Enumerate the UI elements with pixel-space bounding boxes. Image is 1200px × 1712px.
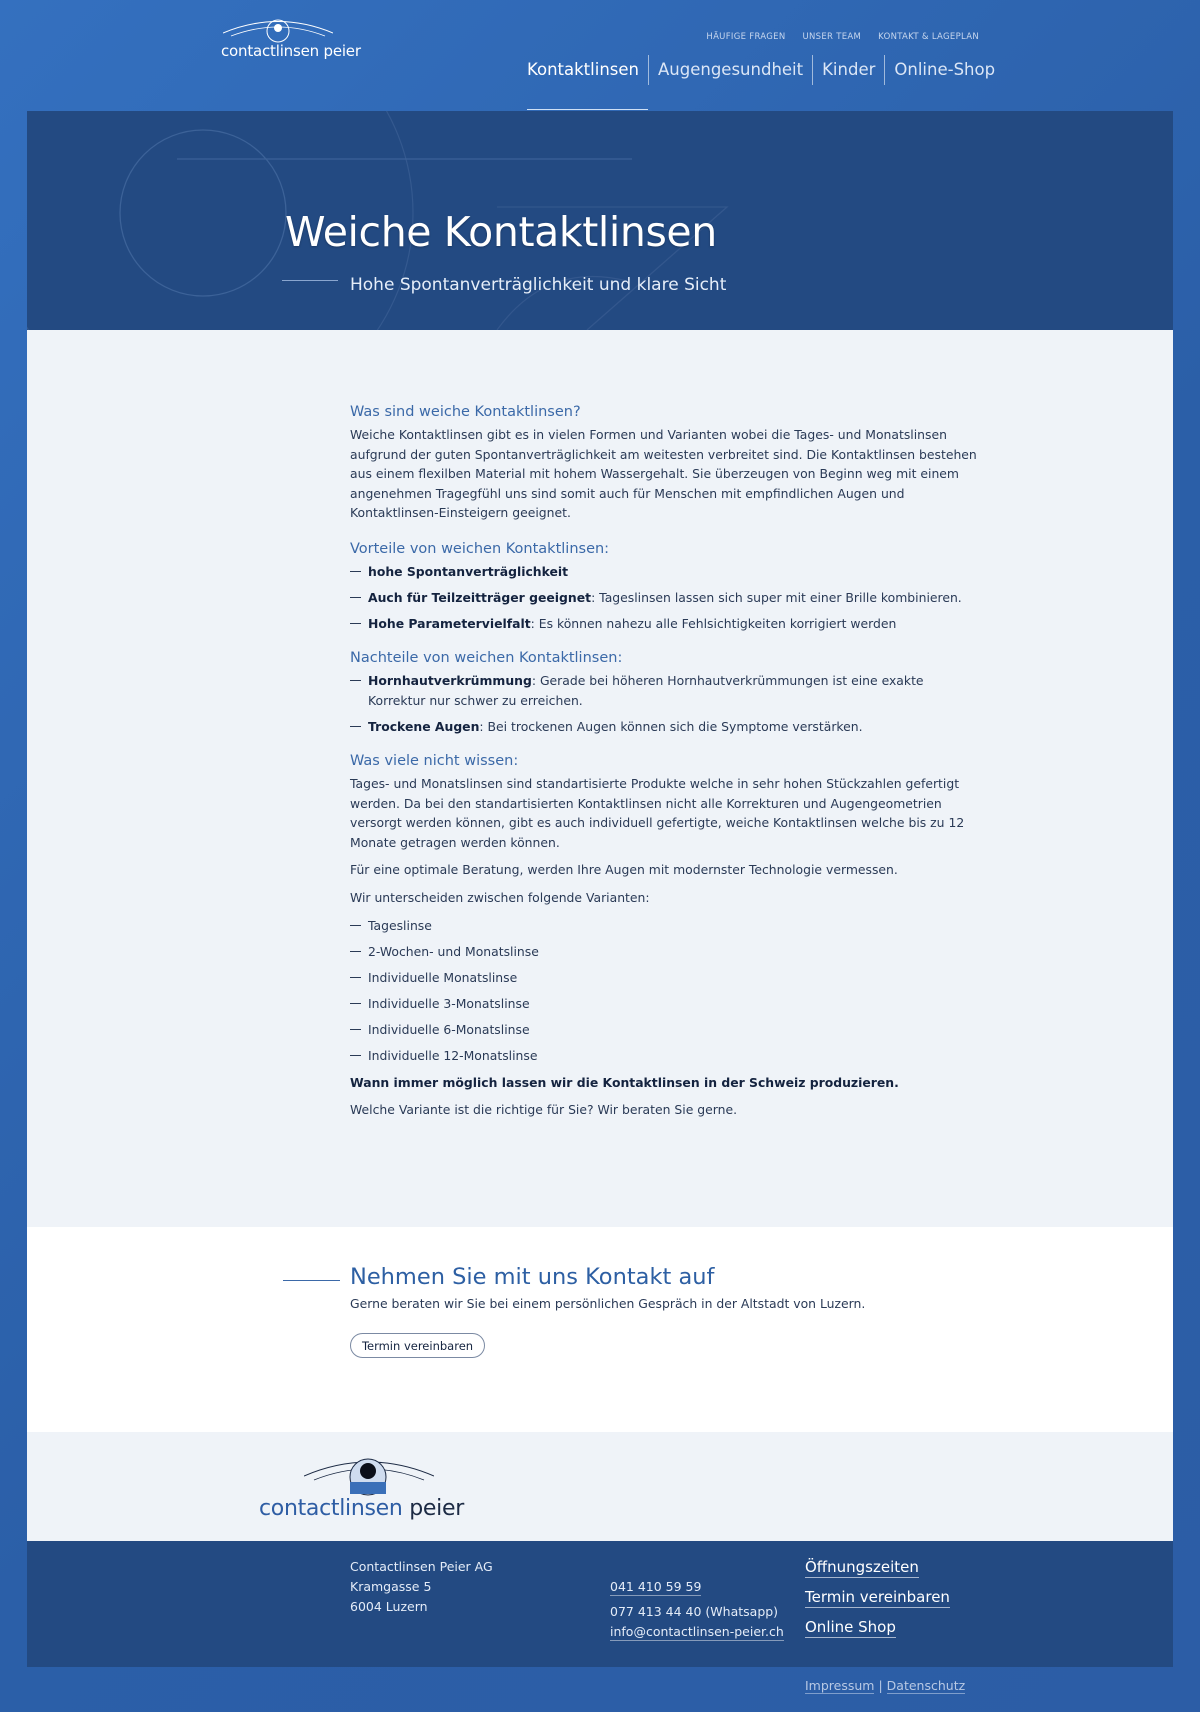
list-item: Trockene Augen: Bei trockenen Augen können sich die Symptome verstärken.	[350, 717, 980, 737]
legal-separator: |	[878, 1678, 883, 1693]
company-name: Contactlinsen Peier AG	[350, 1559, 493, 1574]
nav-kontaktlinsen[interactable]: Kontaktlinsen	[527, 55, 648, 85]
contact-section	[27, 1227, 1173, 1432]
advantages-list	[350, 562, 980, 634]
topnav-faq[interactable]: HÄUFIGE FRAGEN	[706, 32, 786, 42]
appointment-link[interactable]: Termin vereinbaren	[805, 1588, 950, 1606]
header-logo[interactable]	[221, 18, 361, 64]
subtitle-divider	[282, 280, 338, 281]
page-title: Weiche Kontaktlinsen	[285, 208, 717, 256]
list-item: 2-Wochen- und Monatslinse	[350, 942, 980, 962]
facts-text: Wir unterscheiden zwischen folgende Varianten:	[350, 889, 650, 905]
section-text: Weiche Kontaktlinsen gibt es in vielen Formen und Varianten wobei die Tages- und Monatslinsen aufgrund der guten Spontanverträglichkeit am weitesten verbreitet sind. Die Kontaktlinsen bestehen aus einem flexilben Material mit hohem Wassergehalt. Sie überzeugen von Beginn weg mit einem angenehmen Tragegfühl uns sind somit auch für Menschen mit empfindlichen Augen und Kontaktlinsen-Einsteigern geeignet.	[350, 427, 977, 520]
footer	[27, 1541, 1173, 1667]
list-item: Individuelle 3-Monatslinse	[350, 994, 980, 1014]
list-item: hohe Spontanverträglichkeit	[350, 562, 980, 582]
legal-links	[805, 1678, 965, 1693]
logo-text: contactlinsen peier	[221, 42, 361, 60]
topnav-team[interactable]: UNSER TEAM	[802, 32, 862, 42]
variants-list	[350, 916, 980, 1066]
main-nav	[527, 55, 1004, 85]
contact-text: Gerne beraten wir Sie bei einem persönlichen Gespräch in der Altstadt von Luzern.	[350, 1296, 866, 1311]
hero-banner	[27, 111, 1173, 330]
footer-logo-text: contactlinsen	[259, 1496, 403, 1521]
footer-address	[350, 1557, 493, 1617]
eye-logo-icon	[304, 1456, 434, 1498]
city: 6004 Luzern	[350, 1599, 428, 1614]
topnav-contact[interactable]: KONTAKT & LAGEPLAN	[878, 32, 979, 42]
article-content	[350, 402, 980, 1128]
disadvantages-heading: Nachteile von weichen Kontaktlinsen:	[350, 650, 623, 666]
top-utility-nav	[706, 32, 979, 42]
facts-heading: Was viele nicht wissen:	[350, 753, 519, 769]
list-item: Individuelle Monatslinse	[350, 968, 980, 988]
contact-divider	[283, 1280, 340, 1281]
list-item: Hohe Parametervielfalt: Es können nahezu alle Fehlsichtigkeiten korrigiert werden	[350, 614, 980, 634]
footer-contact-info	[610, 1577, 784, 1642]
disadvantages-list	[350, 671, 980, 736]
closing-text: Welche Variante ist die richtige für Sie? Wir beraten Sie gerne.	[350, 1102, 738, 1117]
contact-block	[350, 1264, 865, 1311]
footer-links	[805, 1557, 950, 1647]
book-appointment-button[interactable]: Termin vereinbaren	[350, 1333, 485, 1358]
footer-logo-band	[27, 1432, 1173, 1541]
nav-augengesundheit[interactable]: Augengesundheit	[648, 55, 812, 85]
whatsapp-link[interactable]: 077 413 44 40 (Whatsapp)	[610, 1604, 779, 1619]
list-item: Auch für Teilzeitträger geeignet: Tageslinsen lassen sich super mit einer Brille kombinieren.	[350, 588, 980, 608]
contact-heading: Nehmen Sie mit uns Kontakt auf	[350, 1264, 715, 1290]
street: Kramgasse 5	[350, 1579, 432, 1594]
page-subtitle: Hohe Spontanverträglichkeit und klare Sicht	[350, 275, 727, 295]
footer-logo[interactable]	[259, 1456, 464, 1524]
opening-hours-link[interactable]: Öffnungszeiten	[805, 1558, 919, 1576]
footer-logo-subtext: peier	[402, 1496, 464, 1521]
list-item: Individuelle 12-Monatslinse	[350, 1046, 980, 1066]
email-link[interactable]: info@contactlinsen-peier.ch	[610, 1624, 784, 1639]
list-item: Tageslinse	[350, 916, 980, 936]
privacy-link[interactable]: Datenschutz	[886, 1678, 966, 1693]
list-item: Individuelle 6-Monatslinse	[350, 1020, 980, 1040]
section-heading: Was sind weiche Kontaktlinsen?	[350, 404, 581, 420]
nav-kinder[interactable]: Kinder	[812, 55, 884, 85]
facts-text: Tages- und Monatslinsen sind standartisierte Produkte welche in sehr hohen Stückzahlen gefertigt werden. Da bei den standartisierten Kontaktlinsen nicht alle Korrekturen und Augengeometrien versorgt werden können, gibt es auch individuell gefertigte, weiche Kontaktlinsen welche bis zu 12 Monate getragen werden können.	[350, 776, 965, 850]
online-shop-link[interactable]: Online Shop	[805, 1618, 896, 1636]
phone-link[interactable]: 041 410 59 59	[610, 1579, 702, 1594]
list-item: Hornhautverkrümmung: Gerade bei höheren Hornhautverkrümmungen ist eine exakte Korrektur nur schwer zu erreichen.	[350, 671, 980, 710]
advantages-heading: Vorteile von weichen Kontaktlinsen:	[350, 540, 610, 557]
impressum-link[interactable]: Impressum	[805, 1678, 875, 1693]
facts-text: Für eine optimale Beratung, werden Ihre Augen mit modernster Technologie vermessen.	[350, 862, 898, 877]
highlight-text: Wann immer möglich lassen wir die Kontaktlinsen in der Schweiz produzieren.	[350, 1074, 899, 1090]
nav-online-shop[interactable]: Online-Shop	[884, 55, 1004, 85]
